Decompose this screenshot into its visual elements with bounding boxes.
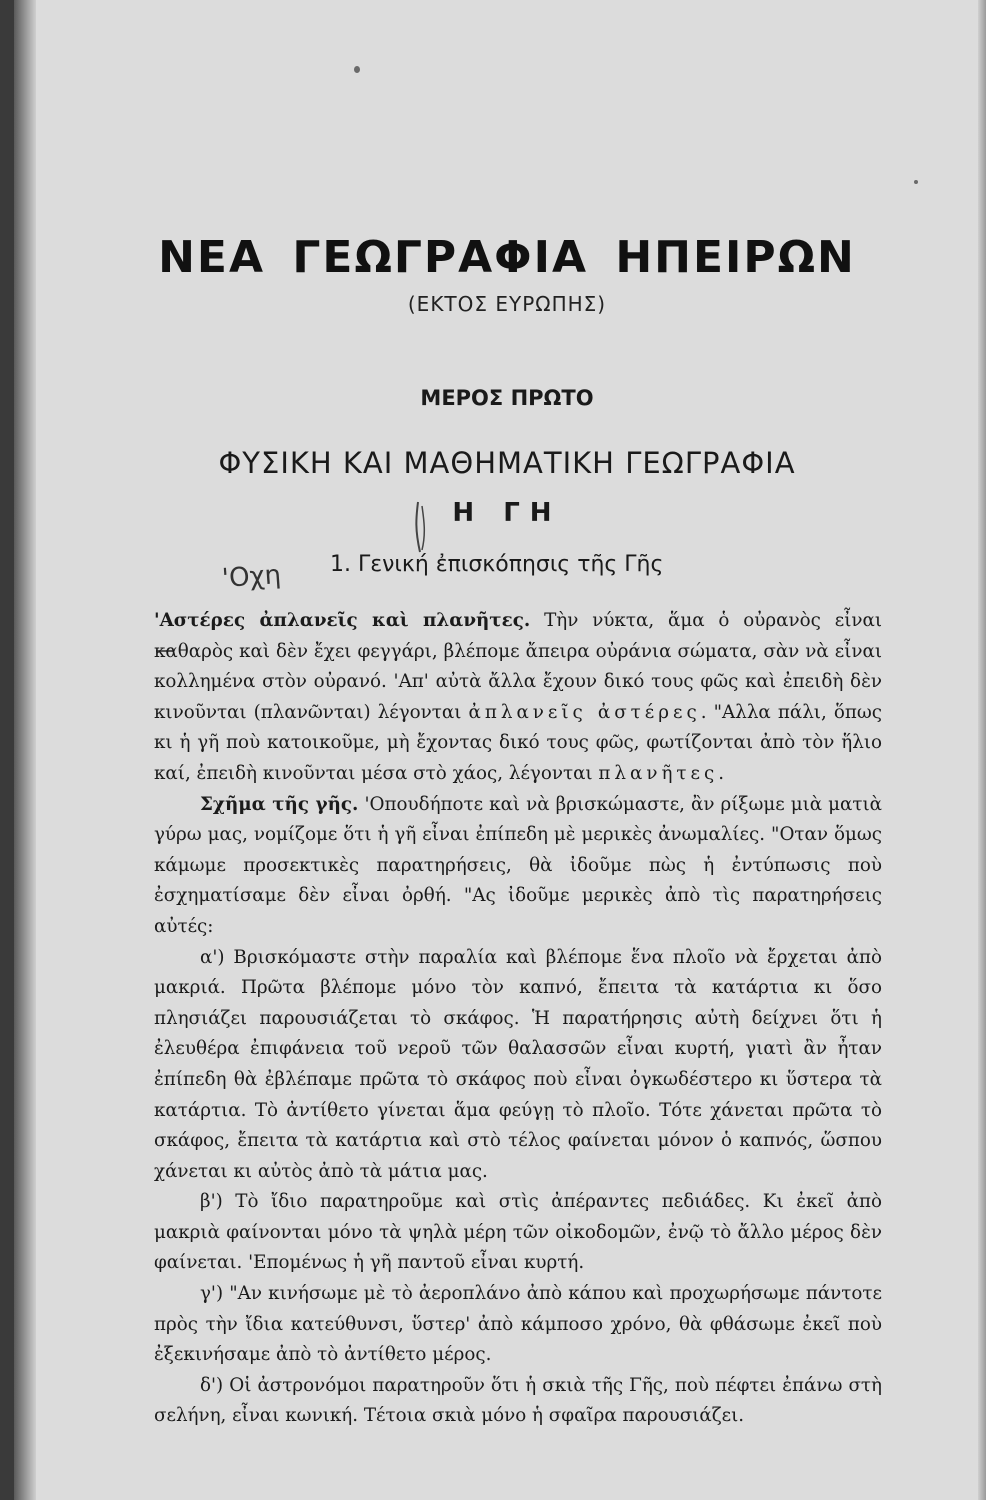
paragraph-lead: Σχῆμα τῆς γῆς. [200, 793, 359, 815]
paragraph-observation-a: α') Βρισκόμαστε στὴν παραλία καὶ βλέπομε ἕνα πλοῖο νὰ ἔρχεται ἀπὸ μακριά. Πρῶτα βλέπομε μόνο τὸν καπνό, ἔπειτα τὰ κατάρτια κι ὅσο πλησιάζει παρουσιάζεται τὸ σκάφος. Ἡ παρατήρησις αὐτὴ δείχνει ὅτι ἡ ἐλευθέρα ἐπιφάνεια τοῦ νεροῦ τῶν θαλασσῶν εἶναι κυρτή, γιατὶ ἂν ἦταν ἐπίπεδη θὰ ἐβλέπαμε πρῶτα τὸ σκάφος ποὺ εἶναι ὀγκωδέστερο κι ὕστερα τὰ κατάρτια. Τὸ ἀντίθετο γίνεται ἅμα φεύγῃ τὸ πλοῖο. Τότε χάνεται πρῶτα τὸ σκάφος, ἔπειτα τὰ κατάρτια καὶ στὸ τέλος φαίνεται μόνον ὁ καπνός, ὥσπου χάνεται κι αὐτὸς ἀπὸ τὰ μάτια μας. [154, 946, 882, 1182]
paragraph-text: . "Αλλα πάλι, ὅπως κι ἡ γῆ ποὺ κατοικοῦμε, μὴ ἔχοντας δικό τους φῶς, φωτίζονται ἀπὸ τὸν ἥλιο καί, ἐπειδὴ κινοῦνται μέσα στὸ χάος, λέγονται [154, 701, 882, 784]
part-heading: ΜΕΡΟΣ ΠΡΩΤΟ [420, 386, 594, 410]
chapter-heading: Η ΓΗ [452, 498, 562, 528]
book-title: ΝΕΑ ΓΕΩΓΡΑΦΙΑ ΗΠΕΙΡΩΝ [158, 232, 856, 283]
paragraph-observation-c: γ') "Αν κινήσωμε μὲ τὸ ἀεροπλάνο ἀπὸ κάπου καὶ προχωρήσωμε πάντοτε πρὸς τὴν ἴδια κατεύθυνσι, ὕστερ' ἀπὸ κάμποσο χρόνο, θὰ φθάσωμε ἐκεῖ ποὺ ἐξεκινήσαμε ἀπὸ τὸ ἀντίθετο μέρος. [154, 1283, 882, 1366]
paragraph-lead: 'Αστέρες ἀπλανεῖς καὶ πλανῆτες. [154, 610, 531, 631]
paragraph-observation-d: δ') Οἱ ἀστρονόμοι παρατηροῦν ὅτι ἡ σκιὰ τῆς Γῆς, ποὺ πέφτει ἐπάνω στὴ σελήνη, εἶναι κωνική. Τέτοια σκιὰ μόνο ἡ σφαῖρα παρουσιάζει. [154, 1374, 882, 1427]
paragraph-observation-b: β') Τὸ ἴδιο παρατηροῦμε καὶ στὶς ἀπέραντες πεδιάδες. Κι ἐκεῖ ἀπὸ μακριὰ φαίνονται μόνο τὰ ψηλὰ μέρη τῶν οἰκοδομῶν, ἐνῷ τὸ ἄλλο μέρος δὲν φαίνεται. 'Επομένως ἡ γῆ παντοῦ εἶναι κυρτή. [154, 1191, 882, 1274]
paper-speck [354, 66, 360, 73]
section-heading: ΦΥΣΙΚΗ ΚΑΙ ΜΑΘΗΜΑΤΙΚΗ ΓΕΩΓΡΑΦΙΑ [218, 446, 796, 480]
spaced-term: ἀπλανεῖς ἀστέρες [468, 701, 701, 723]
handwritten-note: 'Οχη [221, 559, 283, 595]
paper-speck [914, 180, 918, 184]
paragraph-stars [154, 606, 882, 790]
paragraph-text: . [718, 762, 725, 784]
paragraph-earth-shape [154, 790, 882, 943]
paragraph-text: 'Οπουδήποτε καὶ νὰ βρισκώμαστε, ἂν ρίξωμε μιὰ ματιὰ γύρω μας, νομίζομε ὅτι ἡ γῆ εἶναι ἐπίπεδη μὲ μερικὲς ἀνωμαλίες. "Οταν ὅμως κάμωμε προσεκτικὲς παρατηρήσεις, θὰ ἰδοῦμε πὼς ἡ ἐντύπωσις ποὺ ἐσχηματίσαμε δὲν εἶναι ὀρθή. "Ας ἰδοῦμε μερικὲς ἀπὸ τὶς παρατηρήσεις αὐτές: [154, 793, 883, 937]
subsection-heading: 1. Γενική ἐπισκόπησις τῆς Γῆς [330, 552, 664, 577]
spaced-term: πλανῆτες [598, 762, 719, 784]
book-subtitle: (ΕΚΤΟΣ ΕΥΡΩΠΗΣ) [407, 292, 607, 316]
paragraph-text: Τὴν νύκτα, ἅμα ὁ οὐρανὸς εἶναι καθαρὸς καὶ δὲν ἔχει φεγγάρι, βλέπομε ἄπειρα οὐράνια σώματα, σὰν νὰ εἶναι κολλημένα στὸν οὐρανό. 'Απ' αὐτὰ ἄλλα ἔχουν δικό τους φῶς καὶ ἐπειδὴ δὲν κινοῦνται (πλανῶνται) λέγονται [154, 610, 882, 723]
body-text [154, 606, 882, 1432]
